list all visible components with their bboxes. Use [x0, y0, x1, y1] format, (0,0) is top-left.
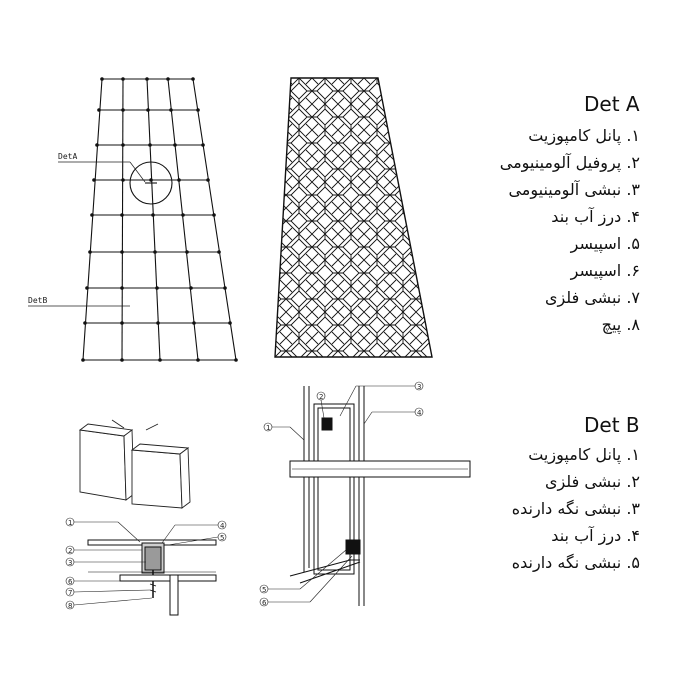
section-a-detail	[88, 540, 216, 615]
det-b-item: ۲. نبشی فلزی	[544, 472, 640, 491]
section-a-num-6: 6	[68, 578, 73, 586]
section-b-num-2: 2	[319, 393, 324, 401]
det-b-list	[440, 441, 640, 576]
det-a-item: ۵. اسپیسر	[570, 234, 640, 253]
det-b-title: Det B	[584, 413, 640, 437]
section-a-num-7: 7	[68, 589, 73, 597]
det-b-item: ۳. نبشی نگه دارنده	[511, 499, 640, 518]
section-b-num-3: 3	[417, 383, 422, 391]
det-a-item: ۷. نبشی فلزی	[544, 288, 640, 307]
section-a-num-2: 2	[68, 547, 73, 555]
section-b-leaders	[260, 382, 423, 606]
callout-a	[58, 152, 145, 182]
section-b-num-4: 4	[417, 409, 422, 417]
det-a-item: ۲. پروفیل آلومینیومی	[499, 153, 640, 172]
det-b-item: ۱. پانل کامپوزیت	[528, 445, 640, 464]
det-a-item: ۸. پیچ	[601, 315, 640, 334]
det-a-item: ۳. نبشی آلومینیومی	[508, 180, 640, 199]
section-b-num-1: 1	[266, 424, 271, 432]
section-a-num-8: 8	[68, 602, 73, 610]
det-a-item: ۱. پانل کامپوزیت	[528, 126, 640, 145]
section-b-numbers	[262, 383, 422, 607]
patterned-facade	[270, 74, 436, 360]
callout-a-label: DetA	[58, 152, 78, 161]
section-a-num-3: 3	[68, 559, 73, 567]
section-a-num-5: 5	[220, 534, 225, 542]
det-b-item: ۵. نبشی نگه دارنده	[511, 553, 640, 572]
callout-b-label: DetB	[28, 296, 48, 305]
det-a-list	[440, 122, 640, 338]
det-b-item: ۴. درز آب بند	[551, 526, 640, 545]
det-a-title: Det A	[584, 92, 640, 116]
section-a-num-1: 1	[68, 519, 73, 527]
panel-sketch	[80, 420, 190, 508]
section-b-num-5: 5	[262, 586, 267, 594]
det-a-item: ۶. اسپیسر	[570, 261, 640, 280]
det-a-item: ۴. درز آب بند	[551, 207, 640, 226]
facade-grid	[83, 79, 236, 360]
section-a-num-4: 4	[220, 522, 225, 530]
section-b-num-6: 6	[262, 599, 267, 607]
callout-b	[28, 296, 130, 306]
